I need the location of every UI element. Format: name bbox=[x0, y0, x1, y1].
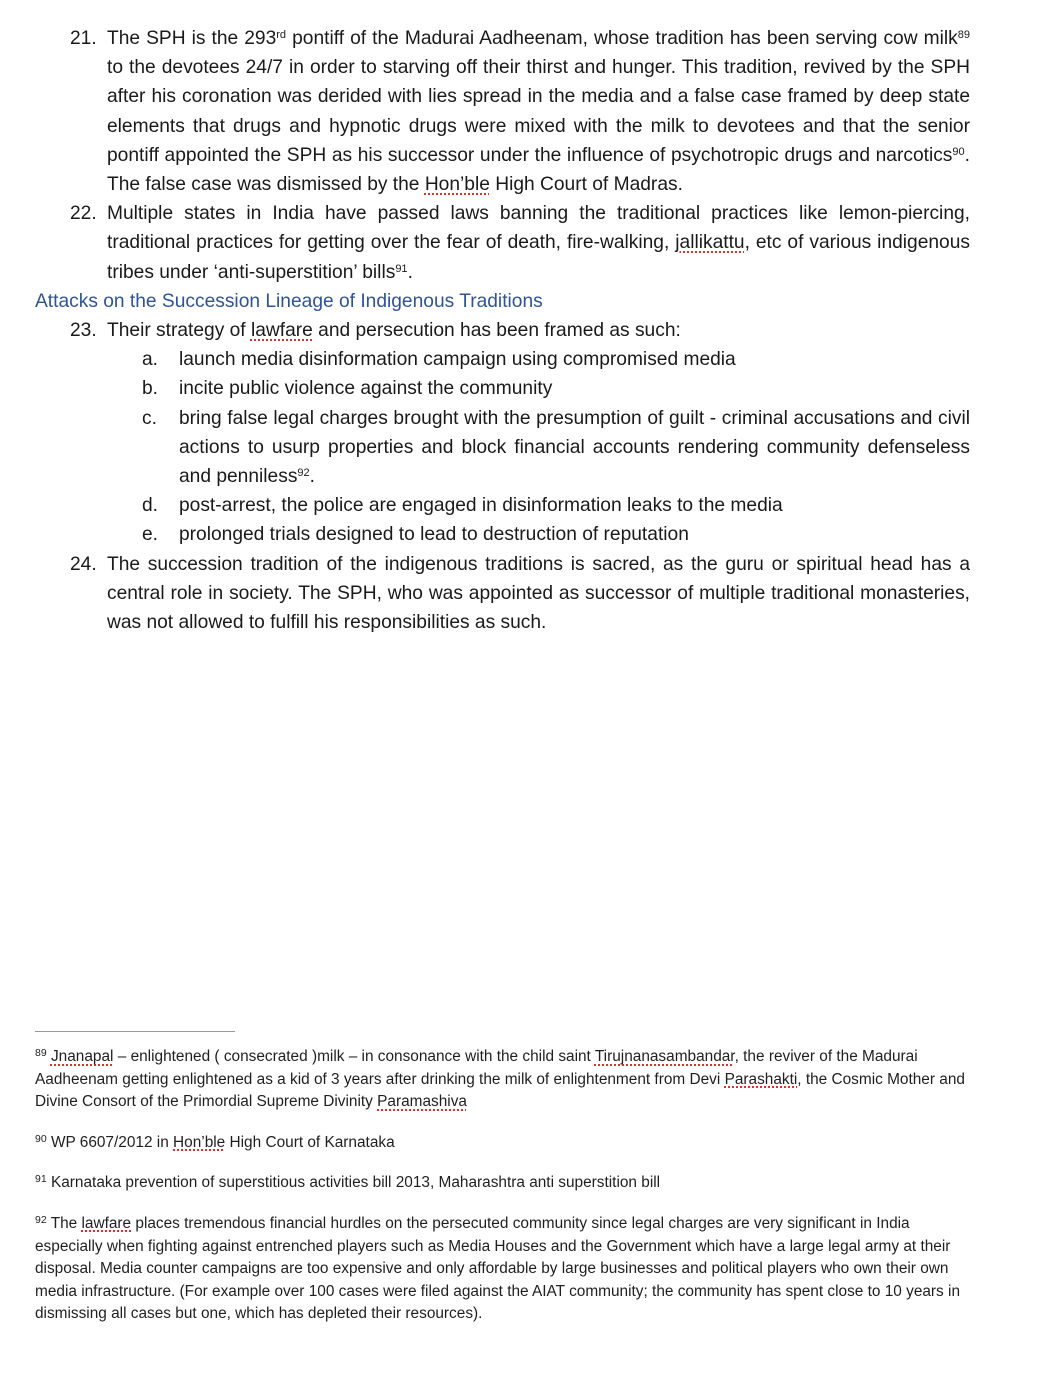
list-item bbox=[142, 491, 970, 520]
footnote-92 bbox=[35, 1213, 980, 1326]
footnote-text: – enlightened ( consecrated )milk – in consonance with the child saint bbox=[113, 1048, 595, 1065]
paragraph-text: , etc of various indigenous tribes under ‘anti-superstition’ bills bbox=[107, 232, 970, 283]
paragraph-number: 22. bbox=[70, 203, 97, 225]
paragraph-text: Their strategy of bbox=[107, 320, 251, 342]
spellcheck-word[interactable]: lawfare bbox=[81, 1214, 132, 1232]
spellcheck-word[interactable]: Hon’ble bbox=[173, 1133, 226, 1151]
numbered-paragraph-23 bbox=[70, 316, 970, 345]
numbered-paragraph-22 bbox=[70, 199, 970, 287]
paragraph-text: and persecution has been framed as such: bbox=[312, 320, 681, 342]
paragraph-text: The succession tradition of the indigenous traditions is sacred, as the guru or spiritual head has a central role in society. The SPH, who was appointed as successor of multiple traditional monasteries, was not allowed to fulfill his responsibilities as such. bbox=[107, 553, 970, 634]
footnote-text: High Court of Karnataka bbox=[225, 1133, 395, 1151]
paragraph-text: Multiple states in India have passed laws banning the traditional practices like lemon-piercing, traditional practices for getting over the fear of death, fire-walking, bbox=[107, 203, 970, 254]
list-item-text: post-arrest, the police are engaged in disinformation leaks to the media bbox=[179, 495, 783, 517]
list-item-text: incite public violence against the community bbox=[179, 378, 553, 400]
numbered-paragraph-21 bbox=[70, 24, 970, 199]
spellcheck-word[interactable]: Tirujnanasambandar bbox=[594, 1048, 735, 1065]
list-letter: d. bbox=[142, 495, 159, 517]
ordinal-suffix: rd bbox=[276, 29, 287, 41]
footnote-text: , the reviver of the Madurai Aadheenam getting enlightened as a kid of 3 years after drinking the milk of enlightenment from Devi bbox=[35, 1048, 918, 1088]
footnotes bbox=[35, 1046, 980, 1344]
footnote-ref-90[interactable]: 90 bbox=[952, 145, 965, 158]
paragraph-text: . bbox=[407, 261, 413, 283]
list-item-text: launch media disinformation campaign using compromised media bbox=[179, 349, 736, 371]
list-item bbox=[142, 345, 970, 374]
list-item bbox=[142, 374, 970, 403]
paragraph-text: to the devotees 24/7 in order to starving off their thirst and hunger. This tradition, revived by the SPH after his coronation was derided with lies spread in the media and a false case framed by deep state elements that drugs and hypnotic drugs were mixed with the milk to devotees and that the senior pontiff appointed the SPH as his successor under the influence of psychotropic drugs and narcotics bbox=[107, 57, 970, 166]
footnote-mark: 90 bbox=[35, 1132, 47, 1145]
footnote-mark: 92 bbox=[35, 1213, 47, 1226]
spellcheck-word[interactable]: jallikattu bbox=[675, 232, 745, 254]
paragraph-text: pontiff of the Madurai Aadheenam, whose tradition has been serving cow milk bbox=[286, 28, 958, 49]
spellcheck-word[interactable]: Paramashiva bbox=[377, 1093, 467, 1111]
list-item-text: bring false legal charges brought with the presumption of guilt - criminal accusations and civil actions to usurp properties and block financial accounts rendering community defenseless and penniless bbox=[179, 407, 970, 488]
strategy-list bbox=[142, 345, 970, 549]
footnote-text: The bbox=[50, 1214, 82, 1232]
footnote-91 bbox=[35, 1172, 980, 1195]
footnote-text: Karnataka prevention of superstitious activities bill 2013, Maharashtra anti superstition bill bbox=[50, 1174, 661, 1192]
list-item-text: prolonged trials designed to lead to destruction of reputation bbox=[179, 524, 689, 546]
list-letter: c. bbox=[142, 407, 157, 429]
footnote-ref-89[interactable]: 89 bbox=[957, 29, 970, 41]
list-letter: a. bbox=[142, 349, 159, 371]
numbered-paragraph-24 bbox=[70, 550, 970, 638]
footnote-separator bbox=[35, 1031, 235, 1032]
section-heading: Attacks on the Succession Lineage of Indigenous Traditions bbox=[35, 290, 543, 312]
footnote-text: , the Cosmic Mother and Divine Consort of the Primordial Supreme Divinity bbox=[35, 1070, 965, 1111]
footnote-89 bbox=[35, 1046, 980, 1114]
footnote-ref-92[interactable]: 92 bbox=[297, 467, 310, 480]
body-text bbox=[0, 24, 1040, 637]
paragraph-number: 21. bbox=[70, 28, 97, 49]
spellcheck-word[interactable]: lawfare bbox=[250, 320, 313, 342]
paragraph-text: . The false case was dismissed by the bbox=[107, 144, 970, 196]
footnote-mark: 89 bbox=[35, 1047, 47, 1059]
footnote-90 bbox=[35, 1132, 980, 1155]
paragraph-text: The SPH is the 293 bbox=[107, 28, 277, 49]
paragraph-text: High Court of Madras. bbox=[489, 174, 683, 196]
spellcheck-word[interactable]: Jnanapal bbox=[50, 1048, 114, 1065]
list-letter: b. bbox=[142, 378, 159, 400]
footnote-ref-91[interactable]: 91 bbox=[395, 262, 408, 275]
list-item bbox=[142, 520, 970, 549]
spellcheck-word[interactable]: Parashakti bbox=[724, 1070, 798, 1088]
footnote-text: places tremendous financial hurdles on the persecuted community since legal charges are very significant in India especially when fighting against entrenched players such as Media Houses and the Government which have a large legal army at their disposal. Media counter campaigns are too expensive and only affordable by large businesses and political players who own their own media infrastructure. (For example over 100 cases were filed against the AIAT community; the community has spent close to 10 years in dismissing all cases but one, which has depleted their resources). bbox=[35, 1214, 961, 1323]
footnote-text: WP 6607/2012 in bbox=[50, 1133, 174, 1151]
list-item-text: . bbox=[309, 466, 316, 488]
paragraph-number: 24. bbox=[70, 553, 97, 575]
list-item bbox=[142, 404, 970, 492]
paragraph-number: 23. bbox=[70, 320, 97, 342]
list-letter: e. bbox=[142, 524, 159, 546]
footnote-mark: 91 bbox=[35, 1173, 47, 1186]
spellcheck-word[interactable]: Hon’ble bbox=[424, 174, 490, 196]
